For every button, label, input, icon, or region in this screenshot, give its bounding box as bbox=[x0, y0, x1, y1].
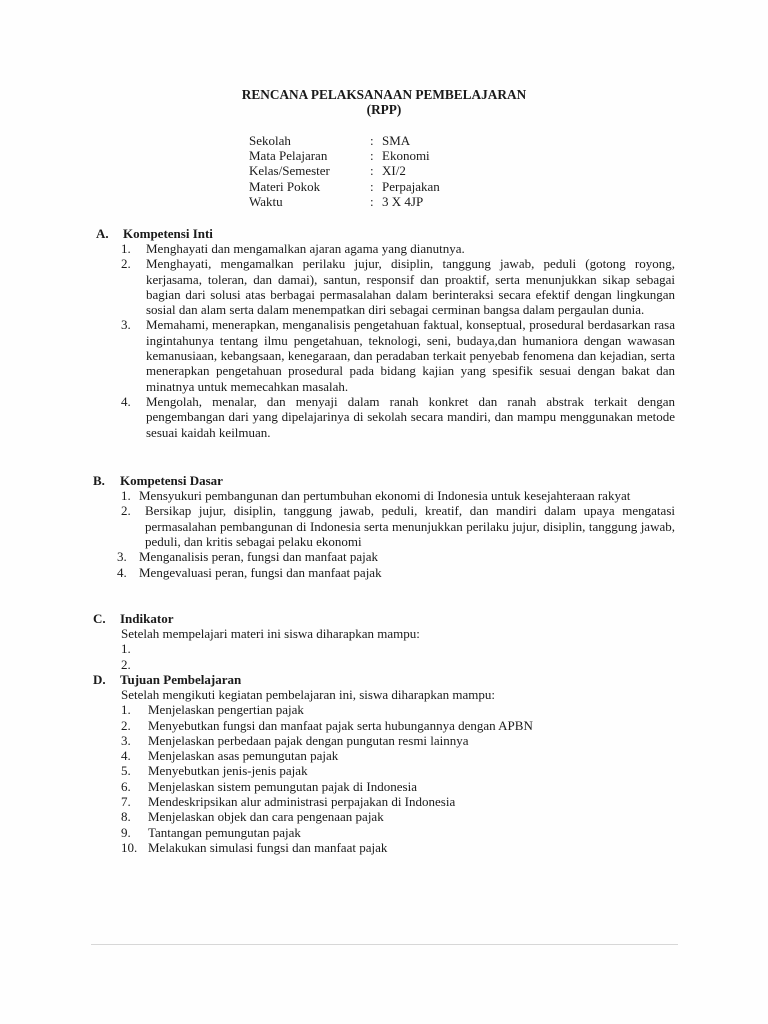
page-divider bbox=[91, 944, 678, 945]
item-number: 7. bbox=[121, 794, 131, 810]
item-number: 6. bbox=[121, 778, 131, 794]
identity-row bbox=[249, 194, 440, 209]
item-number: 2. bbox=[121, 256, 131, 272]
identity-label: Sekolah bbox=[249, 133, 291, 148]
list-item bbox=[121, 748, 533, 763]
item-text: Bersikap jujur, disiplin, tanggung jawab, peduli, kreatif, dan mandiri dalam upaya mengatasi permasalahan pembangunan di Indonesia serta menunjukkan perilaku jujur, disiplin, tanggung jawab, peduli, dan kritis sebagai pelaku ekonomi bbox=[145, 503, 675, 549]
item-text: Menjelaskan pengertian pajak bbox=[148, 702, 304, 718]
list-item bbox=[121, 809, 533, 824]
list-item bbox=[114, 565, 675, 580]
item-number: 4. bbox=[121, 748, 131, 764]
list-item bbox=[121, 825, 533, 840]
item-number: 4. bbox=[121, 393, 131, 409]
identity-row bbox=[249, 133, 440, 148]
section-letter: A. bbox=[96, 226, 109, 241]
item-text: Menghayati, mengamalkan perilaku jujur, disiplin, tanggung jawab, peduli (gotong royong, kerjasama, toleran, dan damai), santun, responsif dan proaktif, serta menunjukkan sikap sebagai bagian dari solusi atas berbagai permasalahan dalam berinteraksi secara efektif dengan lingkungan sosial dan alam serta dalam menempatkan diri sebagai cerminan bangsa dalam pergaulan dunia. bbox=[146, 256, 675, 318]
list-item bbox=[121, 779, 533, 794]
kompetensi-inti-list bbox=[121, 241, 675, 440]
identity-value: 3 X 4JP bbox=[382, 193, 424, 209]
list-item bbox=[121, 718, 533, 733]
identity-colon: : bbox=[370, 163, 374, 179]
section-title: Tujuan Pembelajaran bbox=[120, 672, 242, 687]
document-subtitle: (RPP) bbox=[366, 102, 402, 117]
identity-value: SMA bbox=[382, 133, 411, 148]
item-text: Mengevaluasi peran, fungsi dan manfaat pajak bbox=[139, 565, 382, 581]
section-title: Kompetensi Inti bbox=[123, 226, 213, 241]
identity-label: Mata Pelajaran bbox=[249, 148, 328, 164]
item-text: Menjelaskan sistem pemungutan pajak di Indonesia bbox=[148, 778, 417, 794]
section-letter: C. bbox=[93, 611, 106, 626]
identity-colon: : bbox=[370, 148, 374, 164]
indikator-block bbox=[121, 626, 420, 672]
list-item bbox=[121, 657, 420, 672]
list-item bbox=[121, 702, 533, 717]
identity-colon: : bbox=[370, 133, 374, 148]
item-text: Menjelaskan asas pemungutan pajak bbox=[148, 748, 339, 764]
item-text: Mensyukuri pembangunan dan pertumbuhan ekonomi di Indonesia untuk kesejahteraan rakyat bbox=[139, 488, 631, 503]
item-text: Menyebutkan fungsi dan manfaat pajak serta hubungannya dengan APBN bbox=[148, 717, 533, 733]
item-text: Memahami, menerapkan, menganalisis pengetahuan faktual, konseptual, prosedural berdasarkan rasa ingintahunya tentang ilmu pengetahuan, teknologi, seni, budaya,dan humaniora dengan wawasan kemanusiaan, kebangsaan, kenegaraan, dan peradaban terkait penyebab fenomena dan kejadian, serta menerapkan pengetahuan prosedural pada bidang kajian yang spesifik sesuai dengan bakat dan minatnya untuk memecahkan masalah. bbox=[146, 317, 675, 394]
item-number: 2. bbox=[121, 656, 131, 672]
item-number: 4. bbox=[117, 565, 127, 581]
section-title: Kompetensi Dasar bbox=[120, 473, 223, 488]
item-number: 1. bbox=[121, 641, 131, 657]
list-item bbox=[114, 488, 675, 503]
item-text: Melakukan simulasi fungsi dan manfaat pajak bbox=[148, 839, 388, 855]
list-item bbox=[121, 394, 675, 440]
item-text: Mengolah, menalar, dan menyaji dalam ranah konkret dan ranah abstrak terkait dengan pengembangan dari yang dipelajarinya di sekolah secara mandiri, dan mampu menggunakan metode sesuai kaidah keilmuan. bbox=[146, 393, 675, 440]
list-item bbox=[121, 641, 420, 656]
section-letter: B. bbox=[93, 473, 105, 488]
identity-value: XI/2 bbox=[382, 163, 406, 179]
identity-row bbox=[249, 148, 440, 163]
item-number: 3. bbox=[117, 549, 127, 565]
item-number: 3. bbox=[121, 317, 131, 333]
item-text: Menghayati dan mengamalkan ajaran agama yang dianutnya. bbox=[146, 241, 465, 256]
list-item bbox=[121, 794, 533, 809]
item-text: Menjelaskan perbedaan pajak dengan pungutan resmi lainnya bbox=[148, 732, 469, 748]
item-number: 10. bbox=[121, 839, 138, 855]
section-letter: D. bbox=[93, 672, 106, 687]
identity-colon: : bbox=[370, 193, 374, 209]
identity-row bbox=[249, 179, 440, 194]
list-item bbox=[114, 549, 675, 564]
list-item bbox=[121, 763, 533, 778]
item-number: 8. bbox=[121, 809, 131, 825]
section-intro: Setelah mempelajari materi ini siswa diharapkan mampu: bbox=[121, 626, 420, 641]
item-number: 1. bbox=[121, 702, 131, 718]
identity-value: Perpajakan bbox=[382, 178, 440, 194]
kompetensi-dasar-list bbox=[114, 488, 675, 581]
item-number: 3. bbox=[121, 732, 131, 748]
item-text: Mendeskripsikan alur administrasi perpajakan di Indonesia bbox=[148, 794, 456, 810]
identity-row bbox=[249, 163, 440, 178]
tujuan-pembelajaran-list bbox=[121, 687, 533, 855]
item-text: Menjelaskan objek dan cara pengenaan pajak bbox=[148, 809, 384, 825]
list-item bbox=[121, 241, 675, 256]
identity-table bbox=[249, 133, 440, 209]
list-item bbox=[114, 503, 675, 549]
list-item bbox=[121, 733, 533, 748]
section-title: Indikator bbox=[120, 611, 174, 626]
list-item bbox=[121, 840, 533, 855]
identity-label: Waktu bbox=[249, 193, 283, 209]
item-text: Menyebutkan jenis-jenis pajak bbox=[148, 763, 308, 779]
item-text: Tantangan pemungutan pajak bbox=[148, 824, 301, 840]
item-text: Menganalisis peran, fungsi dan manfaat pajak bbox=[139, 549, 378, 565]
list-item bbox=[121, 256, 675, 317]
identity-colon: : bbox=[370, 178, 374, 194]
identity-label: Kelas/Semester bbox=[249, 163, 330, 179]
identity-value: Ekonomi bbox=[382, 148, 430, 164]
document-title: RENCANA PELAKSANAAN PEMBELAJARAN bbox=[241, 87, 527, 102]
item-number: 9. bbox=[121, 824, 131, 840]
list-item bbox=[121, 317, 675, 393]
item-number: 1. bbox=[121, 488, 131, 503]
section-intro: Setelah mengikuti kegiatan pembelajaran ini, siswa diharapkan mampu: bbox=[121, 687, 495, 702]
identity-label: Materi Pokok bbox=[249, 178, 321, 194]
item-number: 5. bbox=[121, 763, 131, 779]
item-number: 1. bbox=[121, 241, 131, 256]
item-number: 2. bbox=[121, 717, 131, 733]
item-number: 2. bbox=[121, 503, 131, 519]
